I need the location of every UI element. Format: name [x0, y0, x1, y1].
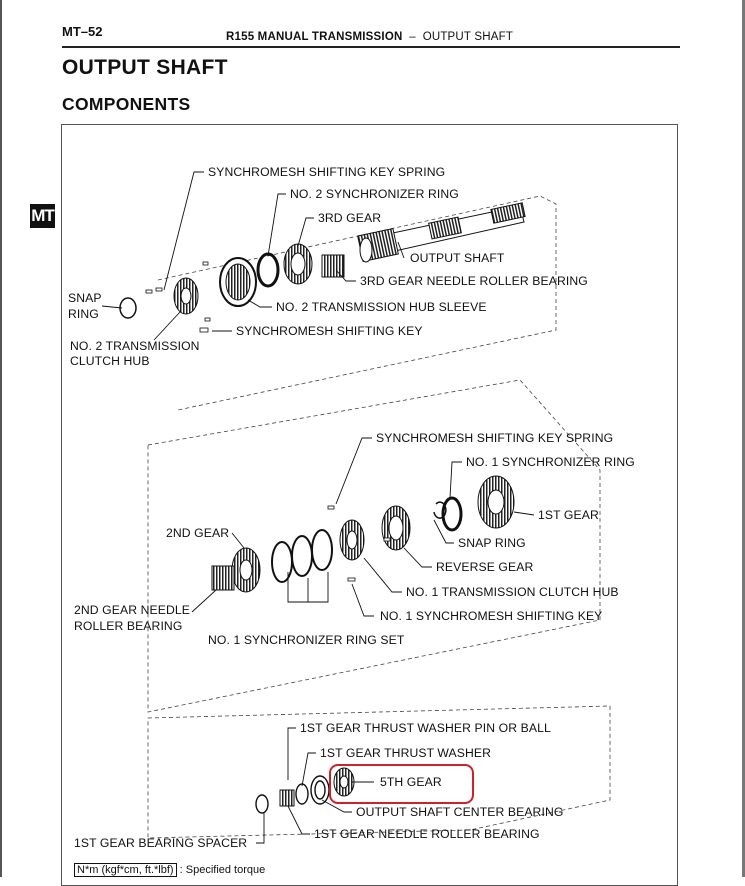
label-thrust-washer-pin: 1ST GEAR THRUST WASHER PIN OR BALL: [300, 721, 551, 735]
label-sync-ring-set: NO. 1 SYNCHRONIZER RING SET: [208, 633, 405, 647]
sync-ring-2-part: [258, 254, 278, 286]
label-3rd-gear: 3RD GEAR: [318, 211, 382, 225]
center-bearing-part: [311, 776, 329, 804]
torque-unit-key: N*m (kgf*cm, ft.*lbf): [74, 863, 177, 877]
label-shifting-key-upper: SYNCHROMESH SHIFTING KEY: [236, 324, 423, 338]
header-separator: –: [409, 31, 416, 43]
label-snap-ring-middle: SNAP RING: [458, 536, 526, 550]
label-hub-sleeve-2: NO. 2 TRANSMISSION HUB SLEEVE: [276, 300, 487, 314]
gear-3rd-part: [284, 244, 312, 284]
label-clutch-hub-2-line2: CLUTCH HUB: [70, 354, 150, 368]
page-title: OUTPUT SHAFT: [62, 56, 228, 79]
torque-legend: [74, 864, 265, 876]
label-1st-gear: 1ST GEAR: [538, 508, 599, 522]
reverse-gear-part: [382, 506, 410, 550]
label-clutch-hub-1: NO. 1 TRANSMISSION CLUTCH HUB: [406, 585, 619, 599]
label-snap-ring-line1: SNAP: [68, 291, 102, 305]
label-snap-ring-line2: RING: [68, 307, 99, 321]
page-number: MT–52: [62, 24, 103, 39]
needle-bearing-2nd: [212, 566, 234, 590]
gear-1st-part: [478, 476, 514, 528]
gear-2nd-part: [232, 548, 260, 592]
needle-bearing-1st: [280, 790, 294, 806]
label-key-spring-upper: SYNCHROMESH SHIFTING KEY SPRING: [208, 165, 446, 179]
label-sync-ring-2: NO. 2 SYNCHRONIZER RING: [290, 187, 459, 201]
bearing-spacer-part: [256, 795, 268, 813]
label-shifting-key-middle: NO. 1 SYNCHROMESH SHIFTING KEY: [380, 609, 603, 623]
diagram-labels: [68, 165, 635, 850]
label-5th-gear: 5TH GEAR: [380, 775, 442, 789]
manual-title: R155 MANUAL TRANSMISSION: [226, 31, 403, 43]
label-sync-ring-1: NO. 1 SYNCHRONIZER RING: [466, 455, 635, 469]
hub-sleeve-2-part: [220, 258, 256, 306]
middle-plane: [148, 380, 603, 712]
highlight-5th-gear-annotation: [329, 764, 474, 804]
snap-ring-part: [120, 298, 136, 318]
label-bearing-spacer: 1ST GEAR BEARING SPACER: [74, 836, 248, 850]
label-2nd-gear-needle-line1: 2ND GEAR NEEDLE: [74, 603, 190, 617]
needle-bearing-3rd: [322, 255, 344, 277]
sync-ring-set-part: [272, 530, 332, 582]
label-reverse-gear: REVERSE GEAR: [436, 560, 534, 574]
label-center-bearing: OUTPUT SHAFT CENTER BEARING: [356, 805, 564, 819]
clutch-hub-1-part: [340, 520, 364, 560]
label-output-shaft: OUTPUT SHAFT: [410, 251, 505, 265]
mt-section-tab[interactable]: MT: [30, 204, 55, 228]
label-clutch-hub-2-line1: NO. 2 TRANSMISSION: [70, 339, 200, 353]
label-thrust-washer: 1ST GEAR THRUST WASHER: [320, 746, 492, 760]
thrust-washer-part: [296, 784, 308, 804]
torque-legend-text: : Specified torque: [179, 864, 266, 876]
label-1st-gear-needle-bearing: 1ST GEAR NEEDLE ROLLER BEARING: [314, 827, 540, 841]
section-heading: COMPONENTS: [62, 94, 191, 114]
label-2nd-gear-needle-line2: ROLLER BEARING: [74, 619, 183, 633]
label-key-spring-middle: SYNCHROMESH SHIFTING KEY SPRING: [376, 431, 614, 445]
clutch-hub-2-part: [174, 278, 198, 314]
label-3rd-gear-needle-bearing: 3RD GEAR NEEDLE ROLLER BEARING: [360, 274, 588, 288]
header-section: OUTPUT SHAFT: [422, 31, 514, 43]
label-2nd-gear: 2ND GEAR: [166, 526, 230, 540]
